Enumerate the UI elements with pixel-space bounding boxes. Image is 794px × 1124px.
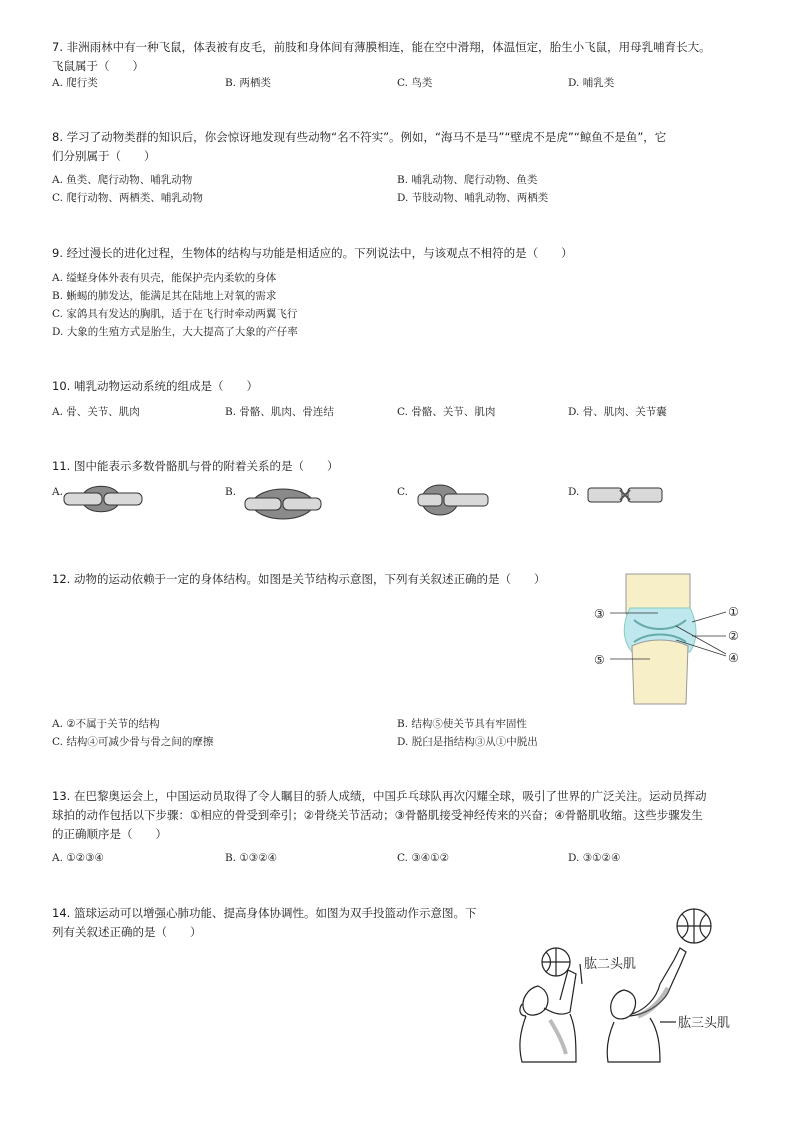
q8-stem-line1: 8. 学习了动物类群的知识后，你会惊讶地发现有些动物“名不符实”。例如，“海马不是马”“壁虎不是虎”“鲸鱼不是鱼”，它	[52, 130, 667, 144]
q11-stem: 11. 图中能表示多数骨骼肌与骨的附着关系的是（ ）	[52, 459, 339, 473]
q9-option-c[interactable]: C. 家鸽具有发达的胸肌，适于在飞行时牵动两翼飞行	[52, 308, 298, 320]
q11-option-b[interactable]: B.	[225, 486, 237, 498]
q7-stem-line1: 7. 非洲雨林中有一种飞鼠，体表被有皮毛，前肢和身体间有薄膜相连，能在空中滑翔，体温恒定，胎生小飞鼠，用母乳哺育长大。	[52, 40, 711, 54]
q11-option-c[interactable]: C.	[397, 486, 408, 498]
q11-diagram-b[interactable]	[245, 484, 321, 524]
q11-diagram-d[interactable]	[588, 484, 662, 506]
q8-option-a[interactable]: A. 鱼类、爬行动物、哺乳动物	[52, 174, 193, 186]
label-3: ③	[594, 607, 605, 621]
lower-bone	[632, 640, 688, 704]
q12-option-b[interactable]: B. 结构⑤使关节具有牢固性	[397, 718, 527, 730]
q7-option-d[interactable]: D. 哺乳类	[568, 77, 615, 89]
q13-option-d[interactable]: D. ③①②④	[568, 852, 621, 864]
q10-option-c[interactable]: C. 骨骼、关节、肌肉	[397, 406, 496, 418]
q13-option-a[interactable]: A. ①②③④	[52, 852, 104, 864]
q11-diagram-a[interactable]	[64, 480, 142, 518]
q8-stem-line2: 们分别属于（ ）	[52, 149, 156, 163]
q9-stem: 9. 经过漫长的进化过程，生物体的结构与功能是相适应的。下列说法中，与该观点不相符的是（ ）	[52, 246, 573, 260]
q14-stem-line1: 14. 篮球运动可以增强心肺功能、提高身体协调性。如图为双手投篮动作示意图。下	[52, 906, 477, 920]
q12-option-d[interactable]: D. 脱臼是指结构③从①中脱出	[397, 736, 538, 748]
q13-option-c[interactable]: C. ③④①②	[397, 852, 449, 864]
q10-option-b[interactable]: B. 骨骼、肌肉、骨连结	[225, 406, 334, 418]
label-triceps: 肱三头肌	[678, 1016, 731, 1031]
q13-stem-line1: 13. 在巴黎奥运会上，中国运动员取得了令人瞩目的骄人成绩，中国乒乓球队再次闪耀全球，吸引了世界的广泛关注。运动员挥动	[52, 789, 707, 803]
label-5: ⑤	[594, 653, 605, 667]
q7-option-a[interactable]: A. 爬行类	[52, 77, 98, 89]
label-biceps: 肱二头肌	[584, 957, 637, 972]
label-2: ②	[728, 629, 739, 643]
q12-stem: 12. 动物的运动依赖于一定的身体结构。如图是关节结构示意图，下列有关叙述正确的是（ ）	[52, 572, 546, 586]
q9-option-d[interactable]: D. 大象的生殖方式是胎生，大大提高了大象的产仔率	[52, 326, 298, 338]
q9-option-a[interactable]: A. 缢蛏身体外表有贝壳，能保护壳内柔软的身体	[52, 272, 277, 284]
label-4: ④	[728, 651, 739, 665]
q11-option-d[interactable]: D.	[568, 486, 580, 498]
q7-stem-line2: 飞鼠属于（ ）	[52, 59, 144, 73]
q14-basketball-diagram	[510, 904, 760, 1064]
q10-stem: 10. 哺乳动物运动系统的组成是（ ）	[52, 379, 258, 393]
q11-option-a[interactable]: A.	[52, 486, 63, 498]
q10-option-a[interactable]: A. 骨、关节、肌肉	[52, 406, 140, 418]
q7-option-b[interactable]: B. 两栖类	[225, 77, 271, 89]
q13-option-b[interactable]: B. ①③②④	[225, 852, 278, 864]
label-1: ①	[728, 605, 739, 619]
q14-stem-line2: 列有关叙述正确的是（ ）	[52, 925, 202, 939]
q13-stem-line3: 的正确顺序是（ ）	[52, 827, 167, 841]
q9-option-b[interactable]: B. 蜥蜴的肺发达，能满足其在陆地上对氧的需求	[52, 290, 277, 302]
q13-stem-line2: 球拍的动作包括以下步骤：①相应的骨受到牵引；②骨绕关节活动；③骨骼肌接受神经传来的兴奋；④骨骼肌收缩。这些步骤发生	[52, 808, 703, 822]
q8-option-c[interactable]: C. 爬行动物、两栖类、哺乳动物	[52, 192, 203, 204]
q7-option-c[interactable]: C. 鸟类	[397, 77, 433, 89]
q8-option-b[interactable]: B. 哺乳动物、爬行动物、鱼类	[397, 174, 538, 186]
q11-diagram-c[interactable]	[418, 480, 488, 520]
q10-option-d[interactable]: D. 骨、肌肉、关节囊	[568, 406, 667, 418]
q12-option-a[interactable]: A. ②不属于关节的结构	[52, 718, 160, 730]
q12-option-c[interactable]: C. 结构④可减少骨与骨之间的摩擦	[52, 736, 214, 748]
q12-joint-diagram	[592, 574, 742, 704]
q8-option-d[interactable]: D. 节肢动物、哺乳动物、两栖类	[397, 192, 549, 204]
